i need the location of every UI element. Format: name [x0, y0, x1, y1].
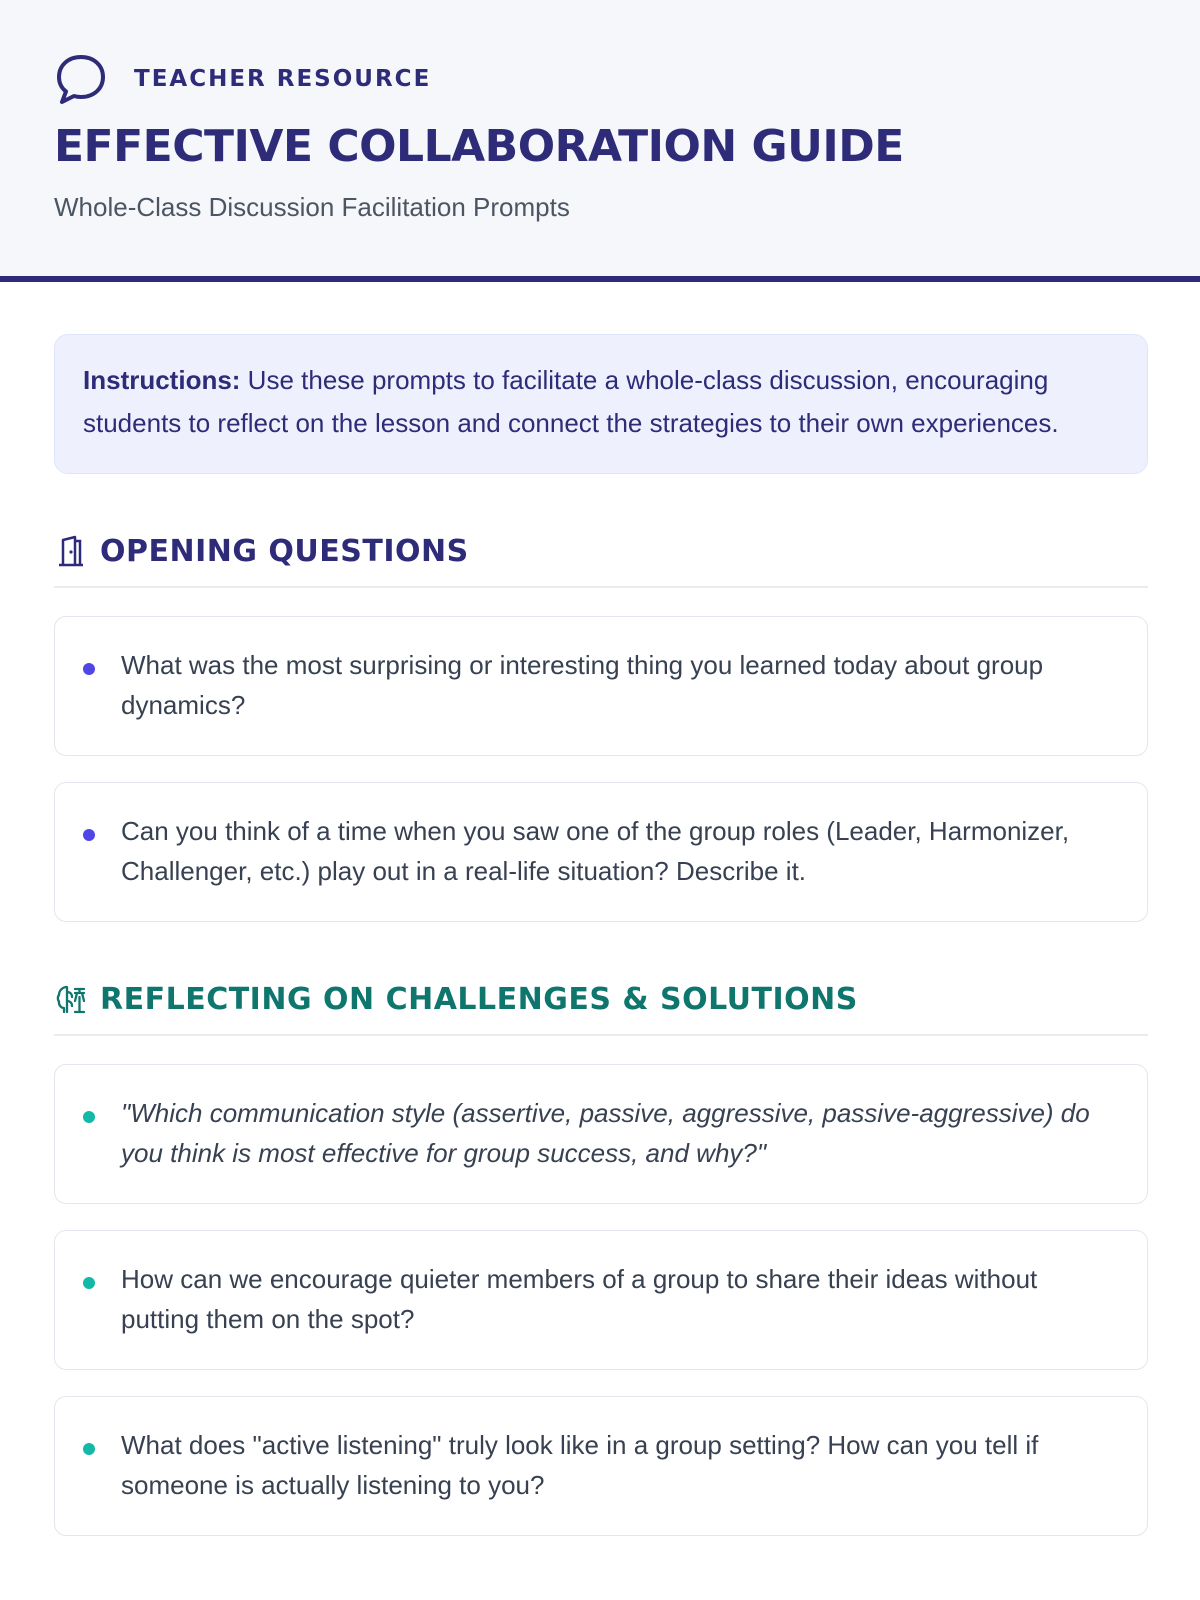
prompt-text: What does "active listening" truly look like in a group setting? How can you tell if someone is actually listening to you?	[121, 1430, 1039, 1500]
door-icon	[54, 534, 88, 568]
prompt-card	[54, 616, 1148, 756]
instructions-text: Use these prompts to facilitate a whole-class discussion, encouraging students to reflect on the lesson and connect the strategies to their own experiences.	[83, 365, 1059, 438]
instructions-box	[54, 334, 1148, 474]
page-header	[0, 0, 1200, 282]
bullet-dot	[83, 1443, 95, 1455]
prompt-list-opening	[54, 616, 1148, 922]
prompt-text: What was the most surprising or interesting thing you learned today about group dynamics?	[121, 650, 1044, 720]
eyebrow-label: TEACHER RESOURCE	[134, 66, 432, 92]
prompt-card	[54, 1064, 1148, 1204]
prompt-card	[54, 1230, 1148, 1370]
section-heading-opening	[54, 526, 1148, 588]
instructions-label: Instructions:	[83, 365, 241, 395]
page-subtitle: Whole-Class Discussion Facilitation Prompts	[54, 192, 570, 222]
header-top	[54, 52, 1146, 106]
brain-icon	[54, 982, 88, 1016]
prompt-text: How can we encourage quieter members of a group to share their ideas without putting them on the spot?	[121, 1264, 1038, 1334]
prompt-list-reflecting	[54, 1064, 1148, 1536]
prompt-text: "Which communication style (assertive, passive, aggressive, passive-aggressive) do you think is most effective for group success, and why?"	[121, 1098, 1090, 1168]
section-title: REFLECTING ON CHALLENGES & SOLUTIONS	[100, 981, 858, 1017]
prompt-card	[54, 1396, 1148, 1536]
prompt-text: Can you think of a time when you saw one of the group roles (Leader, Harmonizer, Challenger, etc.) play out in a real-life situation? Describe it.	[121, 816, 1070, 886]
bullet-dot	[83, 829, 95, 841]
speech-bubble-icon	[54, 52, 108, 106]
bullet-dot	[83, 1111, 95, 1123]
main-content	[0, 282, 1200, 1536]
bullet-dot	[83, 663, 95, 675]
bullet-dot	[83, 1277, 95, 1289]
section-heading-reflecting	[54, 974, 1148, 1036]
prompt-card	[54, 782, 1148, 922]
section-title: OPENING QUESTIONS	[100, 533, 469, 569]
page-title: EFFECTIVE COLLABORATION GUIDE	[54, 121, 904, 172]
